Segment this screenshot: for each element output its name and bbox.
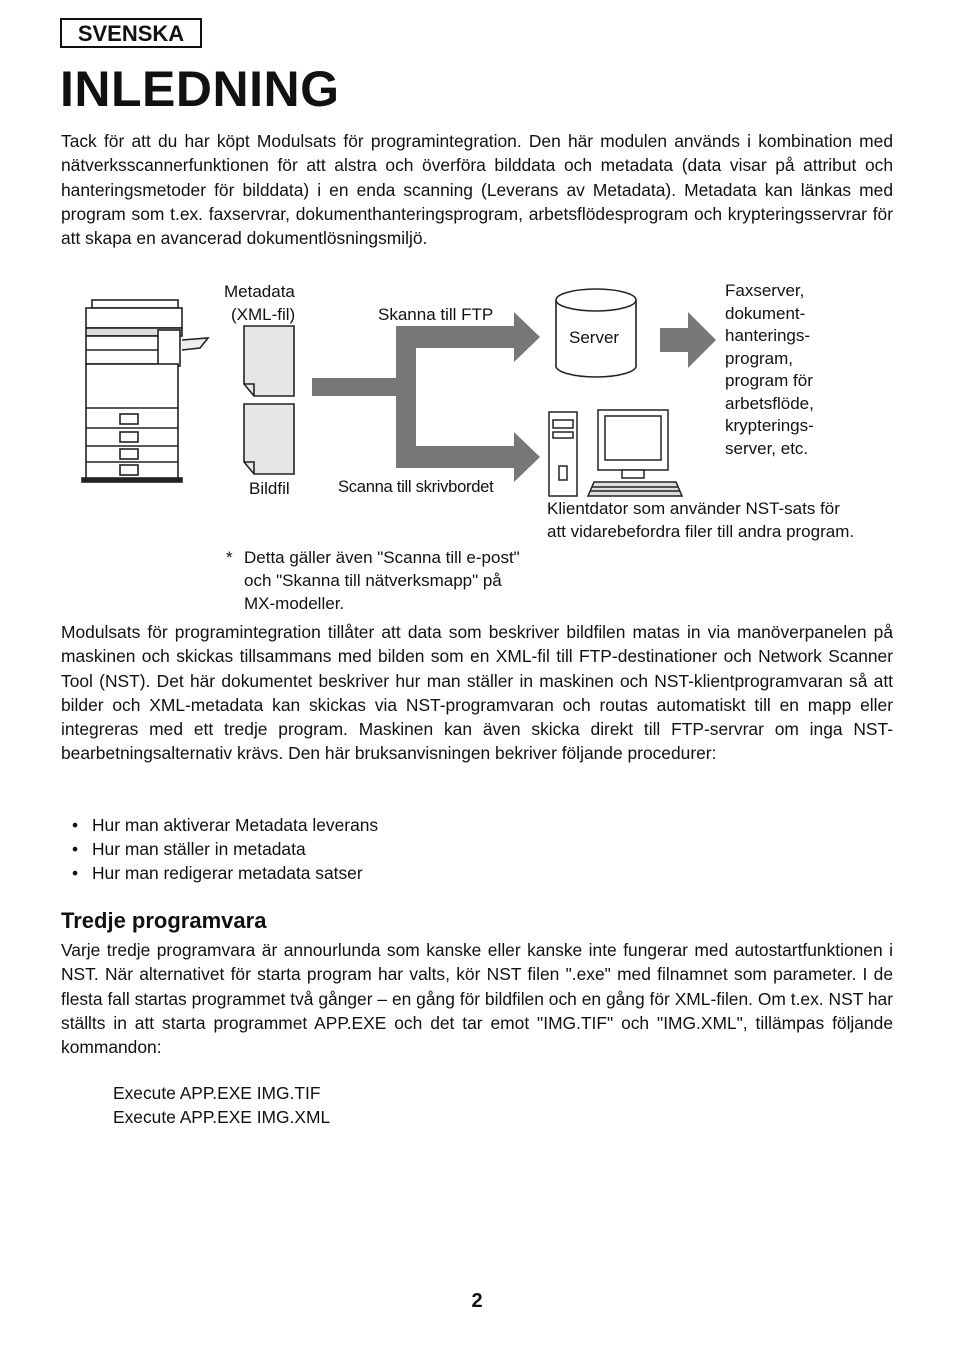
server-label: Server	[569, 328, 620, 347]
body-paragraph: Modulsats för programintegration tillåter att data som beskriver bildfilen matas in via manöverpanelen på maskinen och skickas tillsammans med bilden som en XML-fil till FTP-destinationer och Network Scanner Tool (NST). Det här dokumentet beskriver hur man ställer in maskinen och NST-klientprogramvaran så att bilder och XML-metadata kan skickas via NST-programvaran och routas automatiskt till en mapp eller integreras med ett tredje program. Maskinen kan även skicka direkt till FTP-servrar om inga NST-bearbetningsalternativ krävs. Den här bruksanvisningen bekriver följande procedurer:	[61, 622, 893, 764]
image-file-page-icon	[244, 404, 294, 474]
client-computer-label: Klientdator som använder NST-sats för att vidarebefordra filer till andra program.	[547, 499, 855, 541]
intro-paragraph: Tack för att du har köpt Modulsats för programintegration. Den här modulen används i kombination med nätverksscannerfunktionen för att alstra och överföra bilddata och metadata (data visar på attribut och hanteringsmetoder för bilddata) i en enda scanning (Leverans av Metadata). Metadata kan länkas med program som t.ex. faxservrar, dokumenthanteringsprogram, arbetsflödesprogram och krypteringsservrar för att skapa en avancerad dokumentlösningsmiljö.	[61, 131, 893, 249]
list-item: • Hur man aktiverar Metadata leverans	[72, 813, 378, 837]
image-file-label: Bildfil	[249, 479, 290, 498]
page-number: 2	[471, 1290, 483, 1312]
command-line: Execute APP.EXE IMG.XML	[113, 1107, 331, 1127]
command-line: Execute APP.EXE IMG.TIF	[113, 1083, 321, 1103]
scan-to-ftp-label: Skanna till FTP	[378, 305, 494, 324]
footnote: * Detta gäller även "Scanna till e-post" och "Skanna till nätverksmapp" på MX-modeller.	[226, 548, 520, 613]
workflow-diagram	[0, 270, 954, 620]
scan-to-desktop-label: Scanna till skrivbordet	[338, 477, 494, 496]
branch-arrow-icon	[312, 312, 540, 482]
metadata-label: Metadata (XML-fil)	[224, 282, 296, 324]
forward-arrow-icon	[660, 312, 716, 368]
page-title: INLEDNING	[60, 61, 340, 117]
client-computer-icon	[549, 410, 682, 496]
list-item: • Hur man ställer in metadata	[72, 837, 378, 861]
procedure-list	[72, 813, 378, 885]
section-paragraph: Varje tredje programvara är annourlunda som kanske eller kanske inte fungerar med autostartfunktionen i NST. När alternativet för starta program har valts, kör NST filen ".exe" med filnamnet som parameter. I de flesta fall startas programmet två gånger – en gång för bildfilen och en gång för XML-filen. Om t.ex. NST har ställts in att starta programmet APP.EXE och det tar emot "IMG.TIF" och "IMG.XML", tillämpas följande kommandon:	[61, 940, 893, 1058]
section-heading: Tredje programvara	[61, 908, 267, 933]
applications-label: Faxserver, dokument- hanterings- program, program för arbetsflöde, krypterings- server, etc.	[725, 281, 814, 458]
printer-icon	[82, 300, 208, 482]
list-item: • Hur man redigerar metadata satser	[72, 861, 378, 885]
language-tag: SVENSKA	[60, 18, 202, 48]
metadata-page-icon	[244, 326, 294, 396]
